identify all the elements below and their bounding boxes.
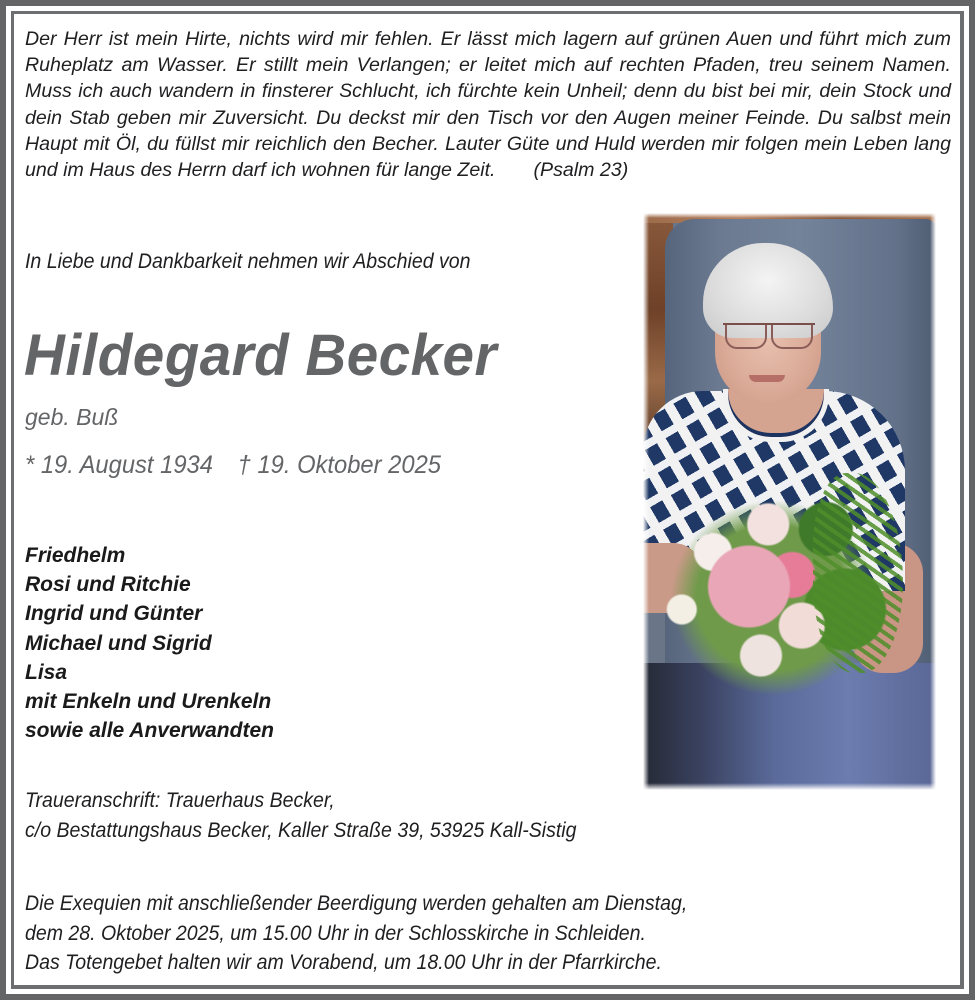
death-date: † 19. Oktober 2025 [237, 451, 441, 479]
funeral-service-info [25, 889, 687, 978]
psalm-reference: (Psalm 23) [533, 159, 629, 182]
psalm-line: Becher. Lauter Güte und Huld werden mir folgen mein Leben lang und im Haus des Herrn [25, 132, 951, 182]
psalm-line: treu seinem Namen. Muss ich auch wandern in finsterer Schlucht, ich fürchte kein Unheil; [25, 54, 951, 103]
mourner: mit Enkeln und Urenkeln [25, 690, 272, 714]
service-line: dem 28. Oktober 2025, um 15.00 Uhr in der Schlosskirche in Schleiden. [25, 921, 646, 945]
psalm-line: mich zum Ruheplatz am Wasser. Er stillt mein Verlangen; er leitet mich auf rechten Pfaden, [25, 28, 951, 77]
mourner: Friedhelm [25, 544, 126, 567]
mourner: Rosi und Ritchie [25, 573, 191, 597]
service-line: Das Totengebet halten wir am Vorabend, um 18.00 Uhr in der Pfarrkirche. [25, 951, 662, 974]
mourning-address [25, 786, 576, 846]
maiden-name: geb. Buß [25, 404, 119, 430]
mourners-list [25, 541, 274, 745]
portrait-photo [643, 213, 936, 790]
psalm-line: Der Herr ist mein Hirte, nichts wird mir fehlen. Er lässt mich lagern auf grünen Auen und führt [25, 28, 866, 50]
birth-date: * 19. August 1934 [25, 451, 213, 479]
life-dates [25, 451, 441, 480]
mourner: sowie alle Anverwandten [25, 719, 274, 743]
address-line: Traueranschrift: Trauerhaus Becker, [25, 789, 335, 812]
psalm-quote [25, 26, 951, 183]
smile [749, 375, 785, 382]
farewell-intro: In Liebe und Dankbarkeit nehmen wir Abschied von [25, 250, 471, 273]
address-line: c/o Bestattungshaus Becker, Kaller Straße 39, 53925 Kall-Sistig [25, 819, 577, 842]
deceased-name: Hildegard Becker [24, 323, 497, 388]
glasses-icon [723, 323, 815, 351]
mourner: Ingrid und Günter [25, 602, 203, 626]
psalm-line: darf ich wohnen für lange Zeit. [231, 159, 496, 182]
service-line: Die Exequien mit anschließender Beerdigung werden gehalten am Dienstag, [25, 892, 688, 915]
mourner: Lisa [25, 660, 68, 684]
mourner: Michael und Sigrid [25, 631, 212, 655]
psalm-line: denn du bist bei mir, dein Stock und dein Stab geben mir Zuversicht. Du deckst mir den [25, 80, 951, 129]
psalm-line: Tisch vor den Augen meiner Feinde. Du salbst mein Haupt mit Öl, du füllst mir reichlich den [25, 106, 951, 155]
